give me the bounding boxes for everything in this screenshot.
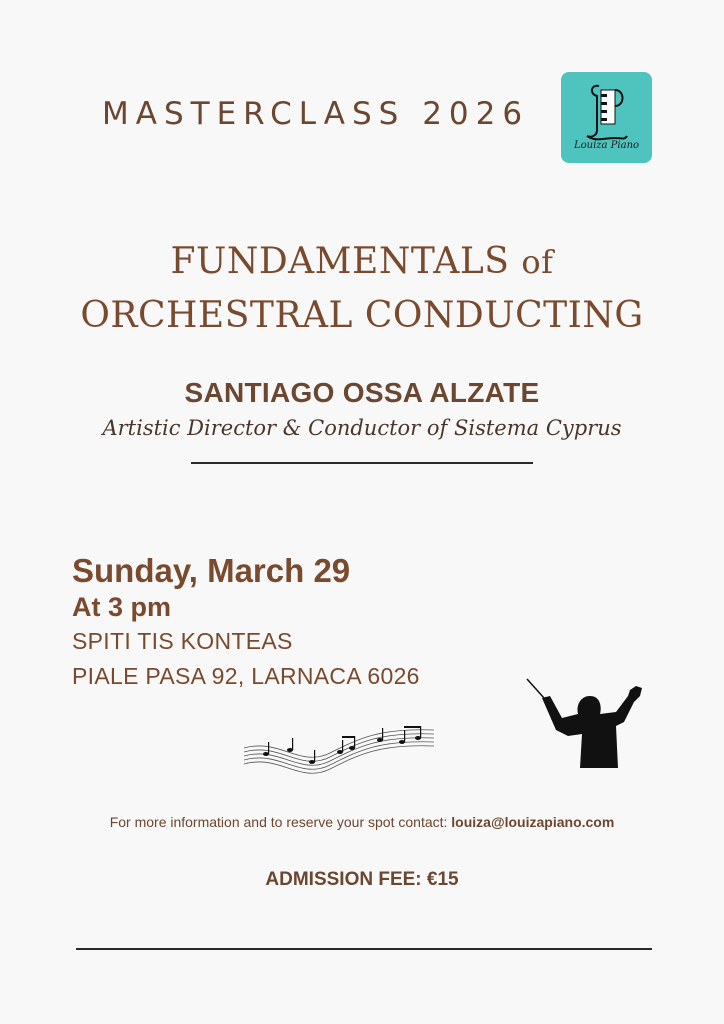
event-title-line1 [0,241,724,282]
event-time: At 3 pm [72,592,172,622]
contact-info [0,814,724,830]
title-of: of [521,243,554,281]
event-title-line2: ORCHESTRAL CONDUCTING [80,295,644,336]
logo-text: Louiza Piano [573,140,640,151]
music-notes-icon [240,718,438,778]
title-fundamentals: FUNDAMENTALS [170,241,510,282]
speaker-name: SANTIAGO OSSA ALZATE [184,377,540,408]
event-venue: SPITI TIS KONTEAS [72,628,293,654]
event-date: Sunday, March 29 [72,552,351,589]
admission-fee: ADMISSION FEE: €15 [265,869,459,890]
contact-email[interactable]: louiza@louizapiano.com [451,814,615,830]
louiza-piano-logo [561,72,652,163]
divider-bottom [76,948,652,950]
contact-text: For more information and to reserve your spot contact: [109,814,452,830]
speaker-role: Artistic Director & Conductor of Sistema Cyprus [102,416,622,440]
divider-top [191,462,533,464]
masterclass-heading: MASTERCLASS 2026 [102,96,530,132]
conductor-silhouette-icon [524,676,650,772]
event-address: PIALE PASA 92, LARNACA 6026 [72,663,420,689]
